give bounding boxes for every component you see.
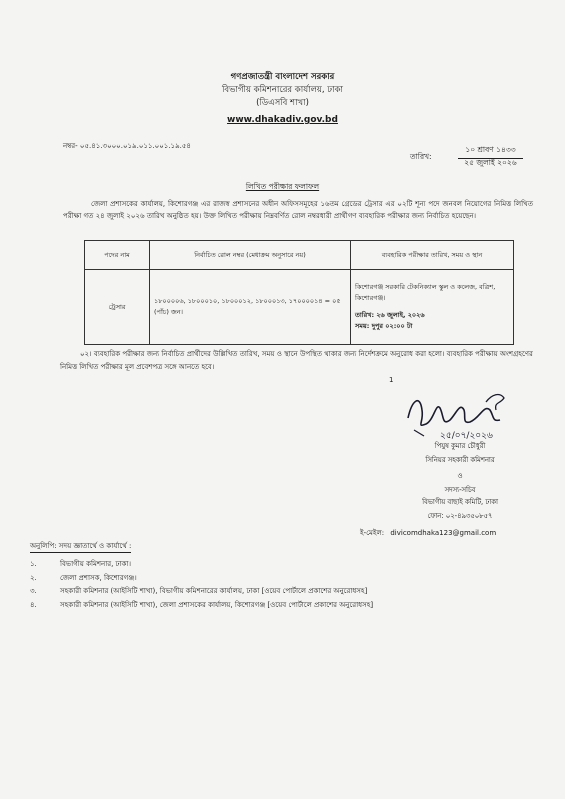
memo-number: নম্বর- ০৫.৪১.৩০০০.০১৯.০১১.০০১.১৯.৫৪ xyxy=(63,142,191,150)
list-item xyxy=(30,599,373,613)
cc-number: ৩. xyxy=(30,587,37,595)
signatory-and: ও xyxy=(457,472,463,480)
cc-list xyxy=(30,558,373,612)
signatory-committee: বিভাগীয় বাছাই কমিটি, ঢাকা xyxy=(422,498,498,506)
header-post: পদের নাম xyxy=(85,241,150,270)
exam-date: তারিখ: ২৬ জুলাই, ২০২৬ xyxy=(355,311,425,319)
header-venue: ব্যবহারিক পরীক্ষার তারিখ, সময় ও স্থান xyxy=(351,241,514,270)
signatory-role: সদস্য-সচিব xyxy=(444,486,476,494)
cc-text: বিভাগীয় কমিশনার, ঢাকা। xyxy=(60,560,131,568)
cell-rolls: ১৮০০০০৬, ১৮০০০১০, ১৮০০০১২, ১৮০০০১৩, ১৭০০০০১৪ = ০৫ (পাঁচ) জন। xyxy=(150,270,351,345)
subject-title: লিখিত পরীক্ষার ফলাফল xyxy=(245,182,320,191)
cc-title: অনুলিপি: সদয় জ্ঞাতার্থে ও কার্যার্থে : xyxy=(30,540,131,553)
government-heading: গণপ্রজাতন্ত্রী বাংলাদেশ সরকার xyxy=(230,72,335,82)
table-row xyxy=(85,270,514,345)
cc-number: ১. xyxy=(30,560,37,568)
website-link[interactable]: www.dhakadiv.gov.bd xyxy=(227,115,338,125)
email-address[interactable]: divicomdhaka123@gmail.com xyxy=(390,529,497,537)
date-english: ২৫ জুলাই ২০২৬ xyxy=(464,158,517,167)
cc-text: সহকারী কমিশনার (আইসিটি শাখা), জেলা প্রশাসকের কার্যালয়, কিশোরগঞ্জ [ওয়েব পোর্টালে প্রকাশের অনুরোধসহ] xyxy=(60,600,374,609)
signatory-designation: সিনিয়র সহকারী কমিশনার xyxy=(425,456,495,464)
list-item xyxy=(30,558,373,572)
cc-number: ৪. xyxy=(30,600,37,609)
signature-date: ২৫/০৭/২০২৬ xyxy=(440,431,493,441)
exam-time: সময়: দুপুর ০২:০০ টা xyxy=(355,322,413,330)
second-paragraph: ০২। ব্যবহারিক পরীক্ষার জন্য নির্বাচিত প্রার্থীদের উল্লিখিত তারিখ, সময় ও স্থানে উপস্থিত থাকার জন্য নির্দেশক্রমে অনুরোধ করা হলো। ব্যবহারিক পরীক্ষায় অংশগ্রহণের নিমিত্ত লিখিত পরীক্ষার মূল প্রবেশপত্র সঙ্গে আনতে হবে। xyxy=(60,350,533,371)
branch-name: (ডিএসবি শাখা) xyxy=(256,98,309,108)
results-table xyxy=(84,240,514,345)
date-bangla: ১০ শ্রাবণ ১৪৩৩ xyxy=(458,145,523,159)
cc-number: ২. xyxy=(30,573,37,582)
office-name: বিভাগীয় কমিশনারের কার্যালয়, ঢাকা xyxy=(221,85,343,95)
date-label: তারিখ: xyxy=(410,152,432,161)
list-item xyxy=(30,572,373,586)
signature-mark: 1 xyxy=(389,376,394,384)
email-label: ই-মেইল: xyxy=(360,529,385,537)
cc-text: সহকারী কমিশনার (আইসিটি শাখা), বিভাগীয় কমিশনারের কার্যালয়, ঢাকা [ওয়েব পোর্টালে প্রকাশের অনুরোধসহ] xyxy=(60,587,368,595)
intro-paragraph: জেলা প্রশাসকের কার্যালয়, কিশোরগঞ্জ এর রাজস্ব প্রশাসনের অধীন অফিসসমূহের ১৬তম গ্রেডের ট্রেসার এর ০২টি শূন্য পদে জনবল নিয়োগের নিমিত্ত লিখিত পরীক্ষা গত ২৪ জুলাই ২০২৬ তারিখ অনুষ্ঠিত হয়। উক্ত লিখিত পরীক্ষায় নিম্নবর্ণিত রোল নম্বরধারী প্রার্থীগণ ব্যবহারিক পরীক্ষার জন্য নির্বাচিত হয়েছেন। xyxy=(63,200,533,220)
signatory-phone: ফোন: ০২-৪৯৩৫০৮৫৭ xyxy=(427,512,493,520)
cc-text: জেলা প্রশাসক, কিশোরগঞ্জ। xyxy=(60,573,137,582)
signatory-email-line xyxy=(360,527,496,539)
cell-venue xyxy=(351,270,514,345)
list-item xyxy=(30,585,373,599)
cell-post: ট্রেসার xyxy=(85,270,150,345)
venue-text: কিশোরগঞ্জ সরকারি টেকনিক্যাল স্কুল ও কলেজ, বত্রিশ, কিশোরগঞ্জ। xyxy=(355,283,496,302)
signature-image xyxy=(400,380,550,442)
table-header-row xyxy=(85,241,514,270)
signatory-name: পিযুষ কুমার চৌধুরী xyxy=(434,442,486,450)
header-rolls: নির্বাচিত রোল নম্বর (মেধাক্রম অনুসারে নয়) xyxy=(150,241,351,270)
